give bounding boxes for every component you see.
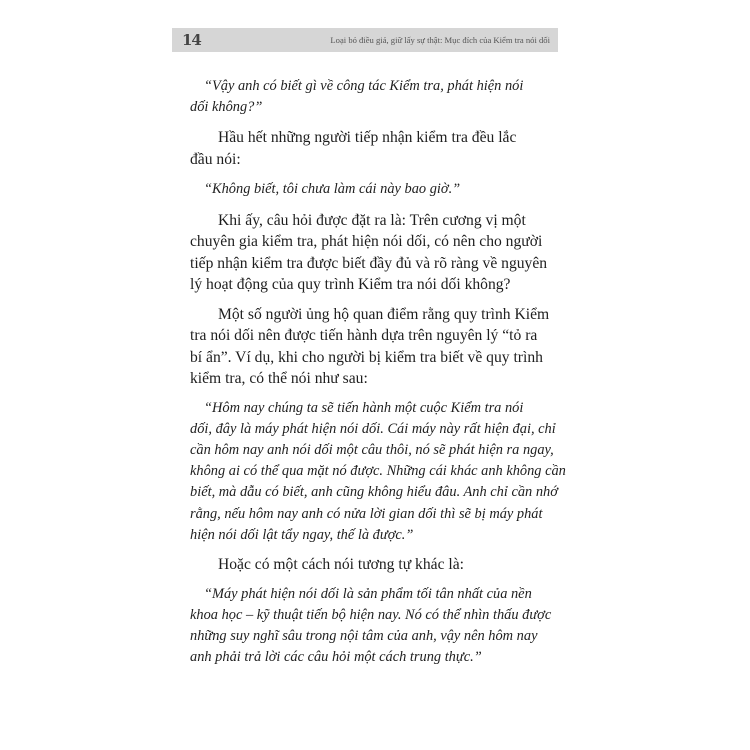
text-line: dối không?” [190,99,263,116]
quote-example-two [190,584,555,669]
text-line: Hoặc có một cách nói tương tự khác là: [218,556,464,574]
page-body [190,76,566,668]
text-line: bí ẩn”. Ví dụ, khi cho người bị kiểm tra biết về quy trình [190,348,543,366]
text-line: cần hôm nay anh nói dối một câu thôi, nó sẽ phát hiện ra ngay, [190,442,554,459]
text-line: chuyên gia kiểm tra, phát hiện nói dối, có nên cho người [190,233,543,251]
paragraph-mystery-principle [190,304,555,390]
text-line: kiểm tra, có thể nói như sau: [190,370,368,388]
paragraph-respondents [190,127,555,170]
quote-example-one [190,398,566,546]
quote-answer [190,179,555,200]
text-line: Hầu hết những người tiếp nhận kiểm tra đều lắc [218,129,517,147]
text-line: khoa học – kỹ thuật tiến bộ hiện nay. Nó có thể nhìn thấu được [190,606,552,623]
quote-question [190,76,555,118]
paragraph-question-raised [190,210,555,296]
text-line: rằng, nếu hôm nay anh có nửa lời gian dối thì sẽ bị máy phát [190,505,543,522]
text-line: không ai có thể qua mặt nó được. Những cái khác anh không cần [190,463,566,480]
text-line: biết, mà dẫu có biết, anh cũng không hiểu đâu. Anh chỉ cần nhớ [190,484,558,501]
text-line: tiếp nhận kiểm tra được biết đầy đủ và rõ ràng về nguyên [190,254,548,272]
running-head-title: Loại bỏ điều giả, giữ lấy sự thật: Mục đích của Kiểm tra nói dối [330,35,550,45]
text-line: những suy nghĩ sâu trong nội tâm của anh, vậy nên hôm nay [190,627,538,644]
paragraph-alternative [190,554,555,576]
text-line: “Không biết, tôi chưa làm cái này bao giờ.” [204,181,461,198]
text-line: hiện nói dối lật tẩy ngay, thế là được.” [190,526,414,543]
text-line: lý hoạt động của quy trình Kiểm tra nói dối không? [190,276,511,294]
running-header [172,28,558,52]
page-number: 14 [182,31,201,49]
text-line: “Hôm nay chúng ta sẽ tiến hành một cuộc Kiểm tra nói [204,399,524,416]
text-line: “Máy phát hiện nói dối là sản phẩm tối tân nhất của nền [204,585,532,602]
text-line: tra nói dối nên được tiến hành dựa trên nguyên lý “tỏ ra [190,327,538,345]
text-line: Một số người ủng hộ quan điểm rằng quy trình Kiểm [218,305,550,323]
text-line: Khi ấy, câu hỏi được đặt ra là: Trên cương vị một [218,211,526,229]
text-line: dối, đây là máy phát hiện nói dối. Cái máy này rất hiện đại, chỉ [190,420,556,437]
text-line: anh phải trả lời các câu hỏi một cách trung thực.” [190,649,482,666]
text-line: đầu nói: [190,150,241,168]
text-line: “Vậy anh có biết gì về công tác Kiểm tra, phát hiện nói [204,78,524,94]
